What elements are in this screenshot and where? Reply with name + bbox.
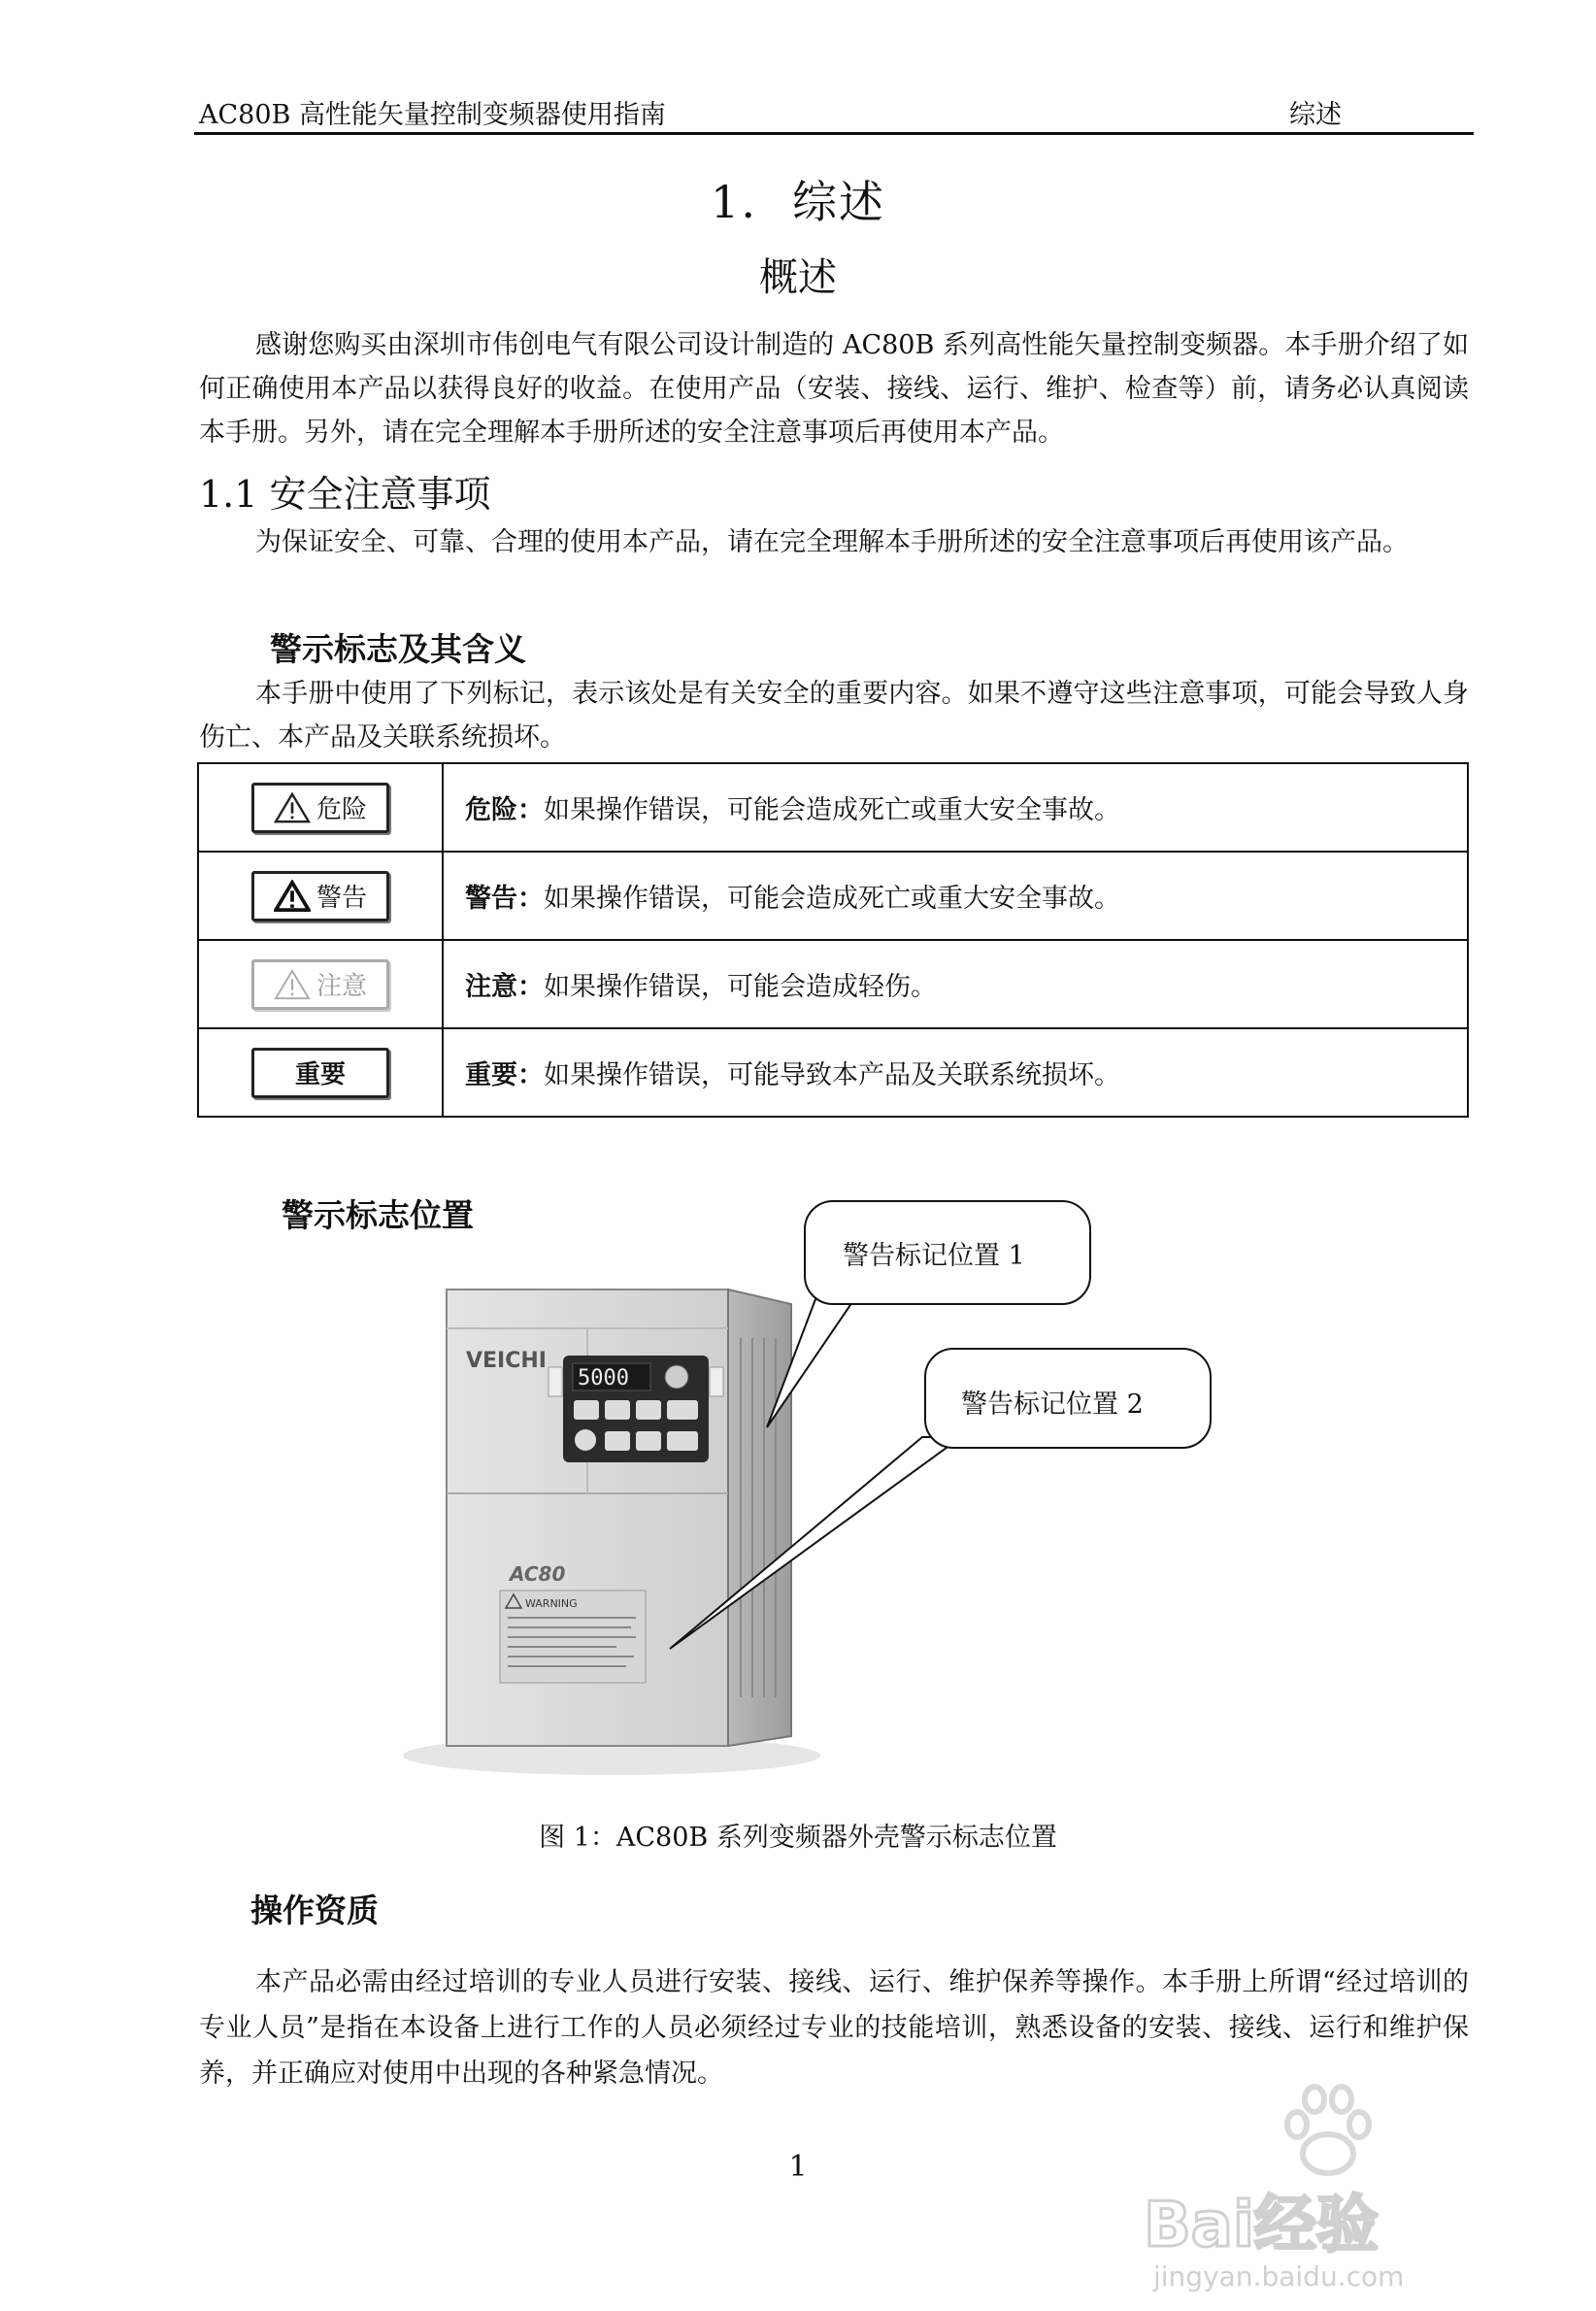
figure-caption: 图 1：AC80B 系列变频器外壳警示标志位置 — [539, 1823, 1057, 1853]
callout-label-1: 警告标记位置 1 — [843, 1241, 1025, 1271]
baidu-watermark — [1144, 2078, 1513, 2292]
warning-signs-table — [197, 762, 1469, 1118]
chapter-title — [0, 167, 1596, 231]
device-brand-logo: VEICHI — [466, 1349, 547, 1373]
table-row — [198, 940, 1468, 1028]
warning-triangle-icon — [274, 880, 311, 913]
danger-description: 危险：如果操作错误，可能会造成死亡或重大安全事故。 — [443, 763, 1468, 852]
section-heading: 1.1 安全注意事项 — [199, 473, 491, 516]
warning-badge: 警告 — [251, 871, 389, 921]
danger-badge: 危险 — [251, 783, 389, 833]
chapter-title-text: 综述 — [791, 176, 885, 228]
device-display-readout: 5000 — [578, 1366, 629, 1390]
warning-triangle-icon — [274, 968, 311, 1001]
chapter-number: 1. — [711, 176, 757, 228]
watermark-brand: Bai经验 — [1144, 2190, 1379, 2261]
warning-triangle-icon — [274, 791, 311, 824]
watermark-url: jingyan.baidu.com — [1153, 2261, 1405, 2293]
running-header-section: 综述 — [1289, 100, 1342, 130]
caution-badge: 注意 — [251, 959, 389, 1010]
intro-paragraph: 感谢您购买由深圳市伟创电气有限公司设计制造的 AC80B 系列高性能矢量控制变频器。本手册介绍了如何正确使用本产品以获得良好的收益。在使用产品（安装、接线、运行、维护、检查等）前，请务必认真阅读本手册。另外，请在完全理解本手册所述的安全注意事项后再使用本产品。 — [199, 330, 1469, 448]
overview-heading: 概述 — [759, 255, 837, 300]
warning-signs-heading: 警示标志及其含义 — [270, 630, 526, 668]
warning-signs-paragraph: 本手册中使用了下列标记，表示该处是有关安全的重要内容。如果不遵守这些注意事项，可能会导致人身伤亡、本产品及关联系统损坏。 — [199, 679, 1469, 753]
safety-paragraph: 为保证安全、可靠、合理的使用本产品，请在完全理解本手册所述的安全注意事项后再使用该产品。 — [255, 527, 1409, 557]
callout-label-2: 警告标记位置 2 — [961, 1390, 1144, 1420]
warning-description: 警告：如果操作错误，可能会造成死亡或重大安全事故。 — [443, 852, 1468, 940]
important-badge: 重要 — [251, 1048, 389, 1098]
paw-logo-icon — [1270, 2078, 1386, 2185]
qualification-heading: 操作资质 — [250, 1892, 379, 1929]
important-description: 重要：如果操作错误，可能导致本产品及关联系统损坏。 — [443, 1028, 1468, 1117]
table-row — [198, 763, 1468, 852]
device-model-label: AC80 — [510, 1562, 566, 1586]
table-row — [198, 1028, 1468, 1117]
table-row — [198, 852, 1468, 940]
location-heading: 警示标志位置 — [282, 1196, 474, 1234]
header-rule — [194, 132, 1474, 135]
qualification-paragraph: 本产品必需由经过培训的专业人员进行安装、接线、运行、维护保养等操作。本手册上所谓“经过培训的专业人员”是指在本设备上进行工作的人员必须经过专业的技能培训，熟悉设备的安装、接线、运行和维护保养，并正确应对使用中出现的各种紧急情况。 — [199, 1967, 1469, 2089]
running-header-title: AC80B 高性能矢量控制变频器使用指南 — [199, 100, 666, 130]
page-number: 1 — [788, 2150, 808, 2184]
caution-description: 注意：如果操作错误，可能会造成轻伤。 — [443, 940, 1468, 1028]
device-warning-label-title: WARNING — [525, 1597, 578, 1610]
